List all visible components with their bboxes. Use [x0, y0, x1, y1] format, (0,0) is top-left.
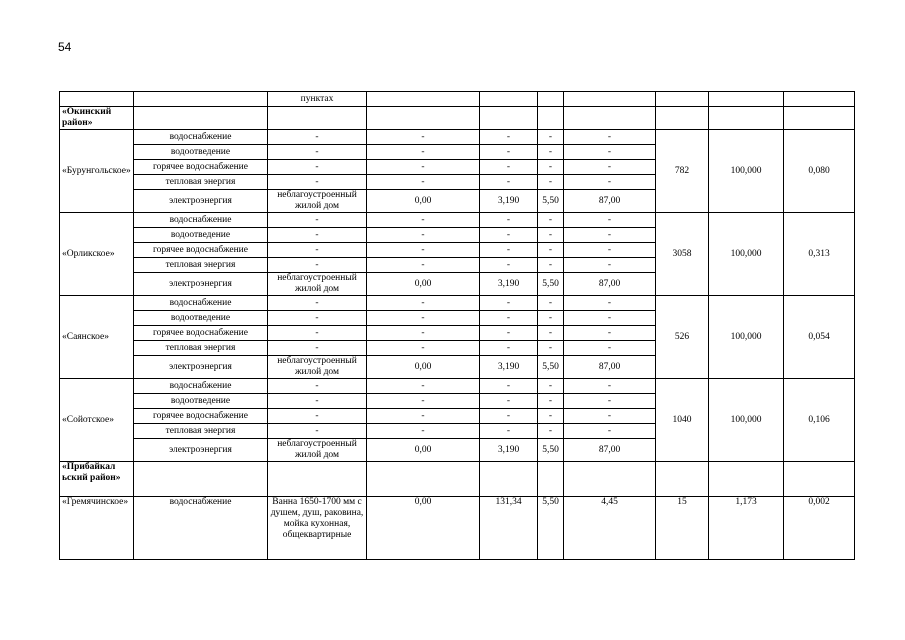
settlement-name: «Сойотское»	[60, 379, 134, 462]
value-c6: 5,50	[538, 497, 564, 560]
table-row	[60, 107, 855, 130]
dash-cell: -	[268, 160, 367, 175]
dash-cell: -	[480, 424, 538, 439]
value-c8: 526	[656, 296, 709, 379]
dash-cell: -	[268, 341, 367, 356]
service-name: водоотведение	[134, 311, 268, 326]
service-name: водоотведение	[134, 228, 268, 243]
dash-cell: -	[367, 326, 480, 341]
dash-cell: -	[564, 409, 656, 424]
dash-cell: -	[367, 160, 480, 175]
dash-cell: -	[538, 228, 564, 243]
table-row	[60, 296, 855, 311]
value-c9: 100,000	[709, 130, 784, 213]
value-c9: 100,000	[709, 379, 784, 462]
dash-cell: -	[268, 379, 367, 394]
table-cell	[134, 462, 268, 497]
value-c9: 100,000	[709, 213, 784, 296]
dash-cell: -	[538, 311, 564, 326]
dash-cell: -	[538, 258, 564, 273]
service-name: водоснабжение	[134, 497, 268, 560]
service-name: водоснабжение	[134, 296, 268, 311]
service-name: водоснабжение	[134, 130, 268, 145]
dash-cell: -	[564, 228, 656, 243]
value-c7: 87,00	[564, 356, 656, 379]
dash-cell: -	[480, 311, 538, 326]
dash-cell: -	[268, 258, 367, 273]
dash-cell: -	[268, 175, 367, 190]
value-c7: 87,00	[564, 273, 656, 296]
service-name: тепловая энергия	[134, 258, 268, 273]
dash-cell: -	[564, 296, 656, 311]
dash-cell: -	[268, 326, 367, 341]
table-cell	[367, 92, 480, 107]
dash-cell: -	[480, 341, 538, 356]
dash-cell: -	[564, 160, 656, 175]
dash-cell: -	[367, 341, 480, 356]
table-cell	[564, 107, 656, 130]
housing-type: неблагоустроенный жилой дом	[268, 356, 367, 379]
dash-cell: -	[268, 394, 367, 409]
housing-type: неблагоустроенный жилой дом	[268, 439, 367, 462]
table-cell	[60, 92, 134, 107]
dash-cell: -	[367, 409, 480, 424]
dash-cell: -	[538, 213, 564, 228]
dash-cell: -	[564, 175, 656, 190]
dash-cell: -	[480, 145, 538, 160]
value-c5: 3,190	[480, 190, 538, 213]
dash-cell: -	[480, 160, 538, 175]
dash-cell: -	[538, 160, 564, 175]
dash-cell: -	[538, 394, 564, 409]
dash-cell: -	[268, 213, 367, 228]
dash-cell: -	[538, 424, 564, 439]
dash-cell: -	[538, 130, 564, 145]
table-cell	[134, 92, 268, 107]
dash-cell: -	[480, 130, 538, 145]
dash-cell: -	[564, 379, 656, 394]
table-cell	[564, 92, 656, 107]
dash-cell: -	[564, 424, 656, 439]
dash-cell: -	[564, 258, 656, 273]
value-c9: 1,173	[709, 497, 784, 560]
table-cell	[709, 107, 784, 130]
table-cell	[656, 92, 709, 107]
value-c4: 0,00	[367, 439, 480, 462]
table-row	[60, 497, 855, 560]
dash-cell: -	[564, 311, 656, 326]
page-number: 54	[58, 40, 72, 54]
value-c10: 0,002	[784, 497, 855, 560]
value-c4: 0,00	[367, 190, 480, 213]
dash-cell: -	[367, 130, 480, 145]
table-cell	[538, 107, 564, 130]
value-c9: 100,000	[709, 296, 784, 379]
dash-cell: -	[564, 394, 656, 409]
settlement-name: «Гремячинское»	[60, 497, 134, 560]
dash-cell: -	[367, 228, 480, 243]
value-c8: 3058	[656, 213, 709, 296]
table-row	[60, 130, 855, 145]
value-c8: 1040	[656, 379, 709, 462]
table-cell	[709, 462, 784, 497]
dash-cell: -	[564, 130, 656, 145]
dash-cell: -	[268, 296, 367, 311]
value-c7: 87,00	[564, 439, 656, 462]
dash-cell: -	[367, 311, 480, 326]
dash-cell: -	[480, 228, 538, 243]
dash-cell: -	[480, 258, 538, 273]
header-cell: пунктах	[268, 92, 367, 107]
table-cell	[268, 462, 367, 497]
dash-cell: -	[268, 145, 367, 160]
dash-cell: -	[564, 326, 656, 341]
service-name: тепловая энергия	[134, 424, 268, 439]
housing-type: неблагоустроенный жилой дом	[268, 190, 367, 213]
dash-cell: -	[480, 394, 538, 409]
table-cell	[656, 462, 709, 497]
table-cell	[480, 462, 538, 497]
dash-cell: -	[268, 409, 367, 424]
dash-cell: -	[268, 130, 367, 145]
service-name: водоснабжение	[134, 379, 268, 394]
service-name: тепловая энергия	[134, 175, 268, 190]
table-cell	[367, 462, 480, 497]
value-c5: 3,190	[480, 273, 538, 296]
dash-cell: -	[268, 243, 367, 258]
table-cell	[367, 107, 480, 130]
value-c6: 5,50	[538, 356, 564, 379]
dash-cell: -	[367, 145, 480, 160]
dash-cell: -	[538, 341, 564, 356]
dash-cell: -	[367, 296, 480, 311]
value-c10: 0,080	[784, 130, 855, 213]
service-name: тепловая энергия	[134, 341, 268, 356]
table-cell	[480, 107, 538, 130]
value-c4: 0,00	[367, 356, 480, 379]
service-name: электроэнергия	[134, 356, 268, 379]
table-cell	[538, 462, 564, 497]
housing-type: Ванна 1650-1700 мм с душем, душ, раковина, мойка кухонная, общеквартирные	[268, 497, 367, 560]
table-row	[60, 379, 855, 394]
table-cell	[538, 92, 564, 107]
dash-cell: -	[564, 243, 656, 258]
value-c7: 87,00	[564, 190, 656, 213]
value-c10: 0,054	[784, 296, 855, 379]
tariff-table	[59, 91, 855, 560]
table-cell	[784, 92, 855, 107]
service-name: электроэнергия	[134, 190, 268, 213]
table-cell	[656, 107, 709, 130]
service-name: горячее водоснабжение	[134, 243, 268, 258]
settlement-name: «Бурунгольское»	[60, 130, 134, 213]
value-c7: 4,45	[564, 497, 656, 560]
service-name: водоотведение	[134, 394, 268, 409]
service-name: горячее водоснабжение	[134, 409, 268, 424]
dash-cell: -	[480, 409, 538, 424]
dash-cell: -	[480, 379, 538, 394]
dash-cell: -	[538, 243, 564, 258]
table-cell	[709, 92, 784, 107]
value-c4: 0,00	[367, 273, 480, 296]
dash-cell: -	[268, 228, 367, 243]
table-cell	[480, 92, 538, 107]
value-c8: 15	[656, 497, 709, 560]
dash-cell: -	[367, 424, 480, 439]
dash-cell: -	[480, 326, 538, 341]
district-name: «Прибайкал ьский район»	[60, 462, 134, 497]
service-name: горячее водоснабжение	[134, 160, 268, 175]
dash-cell: -	[367, 213, 480, 228]
value-c10: 0,313	[784, 213, 855, 296]
value-c5: 3,190	[480, 356, 538, 379]
district-name: «Окинский район»	[60, 107, 134, 130]
dash-cell: -	[268, 424, 367, 439]
dash-cell: -	[268, 311, 367, 326]
table-cell	[784, 462, 855, 497]
value-c8: 782	[656, 130, 709, 213]
dash-cell: -	[564, 341, 656, 356]
value-c6: 5,50	[538, 190, 564, 213]
dash-cell: -	[564, 145, 656, 160]
dash-cell: -	[367, 243, 480, 258]
table-row	[60, 92, 855, 107]
service-name: водоотведение	[134, 145, 268, 160]
value-c5: 131,34	[480, 497, 538, 560]
dash-cell: -	[538, 145, 564, 160]
dash-cell: -	[480, 213, 538, 228]
value-c5: 3,190	[480, 439, 538, 462]
table-cell	[134, 107, 268, 130]
dash-cell: -	[538, 326, 564, 341]
service-name: электроэнергия	[134, 273, 268, 296]
dash-cell: -	[367, 175, 480, 190]
dash-cell: -	[480, 175, 538, 190]
dash-cell: -	[538, 175, 564, 190]
settlement-name: «Орликское»	[60, 213, 134, 296]
value-c4: 0,00	[367, 497, 480, 560]
dash-cell: -	[367, 379, 480, 394]
table-row	[60, 462, 855, 497]
value-c10: 0,106	[784, 379, 855, 462]
service-name: горячее водоснабжение	[134, 326, 268, 341]
dash-cell: -	[538, 379, 564, 394]
table-cell	[268, 107, 367, 130]
dash-cell: -	[480, 243, 538, 258]
dash-cell: -	[564, 213, 656, 228]
table-cell	[564, 462, 656, 497]
dash-cell: -	[538, 296, 564, 311]
housing-type: неблагоустроенный жилой дом	[268, 273, 367, 296]
table-cell	[784, 107, 855, 130]
value-c6: 5,50	[538, 439, 564, 462]
dash-cell: -	[480, 296, 538, 311]
dash-cell: -	[367, 394, 480, 409]
service-name: водоснабжение	[134, 213, 268, 228]
service-name: электроэнергия	[134, 439, 268, 462]
settlement-name: «Саянское»	[60, 296, 134, 379]
dash-cell: -	[367, 258, 480, 273]
dash-cell: -	[538, 409, 564, 424]
table-row	[60, 213, 855, 228]
value-c6: 5,50	[538, 273, 564, 296]
